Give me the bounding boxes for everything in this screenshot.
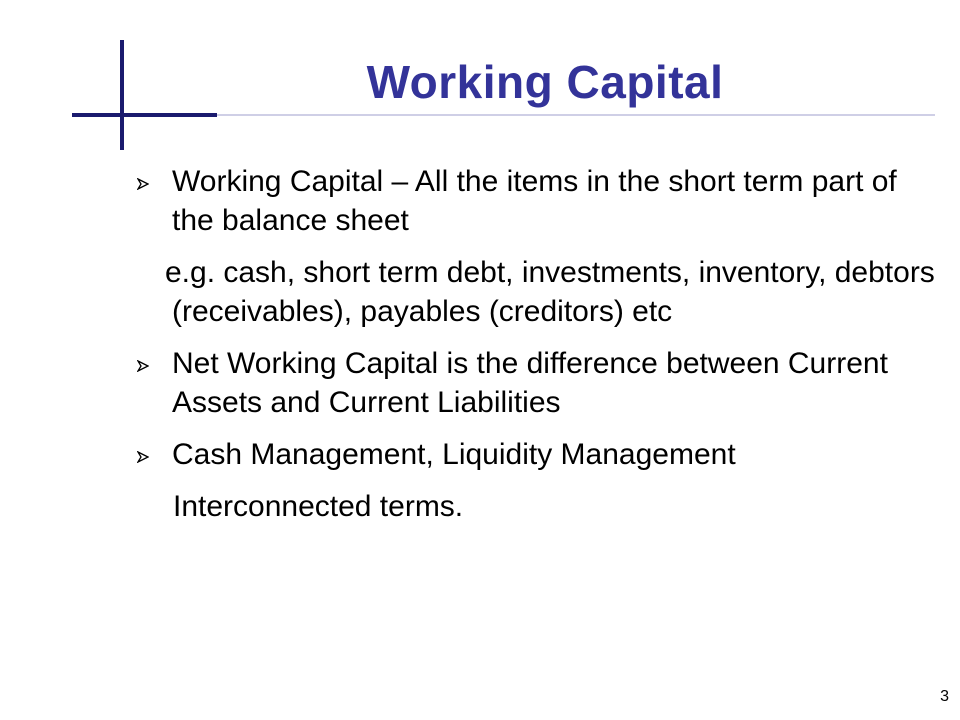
page-number: 3 (940, 688, 949, 705)
bullet-item (130, 435, 940, 474)
slide-body (130, 162, 940, 539)
bullet-text: Working Capital – All the items in the short term part of the balance sheet (172, 165, 897, 237)
continuation-text: Interconnected terms. (173, 490, 464, 523)
arrowhead-bullet-icon (137, 178, 149, 190)
continuation-text-content: e.g. cash, short term debt, investments, inventory, debtors (receivables), payables (creditors) etc (165, 256, 935, 328)
arrowhead-bullet-icon (137, 451, 149, 463)
title-underline-rule (217, 114, 935, 116)
bullet-item (130, 162, 940, 240)
arrowhead-bullet-icon (137, 360, 149, 372)
decorative-horizontal-line (72, 113, 217, 117)
slide-title: Working Capital (366, 56, 724, 108)
bullet-text: Cash Management, Liquidity Management (172, 438, 736, 471)
bullet-text: Net Working Capital is the difference between Current Assets and Current Liabilities (172, 347, 888, 419)
bullet-item (130, 344, 940, 422)
continuation-text (130, 253, 940, 331)
